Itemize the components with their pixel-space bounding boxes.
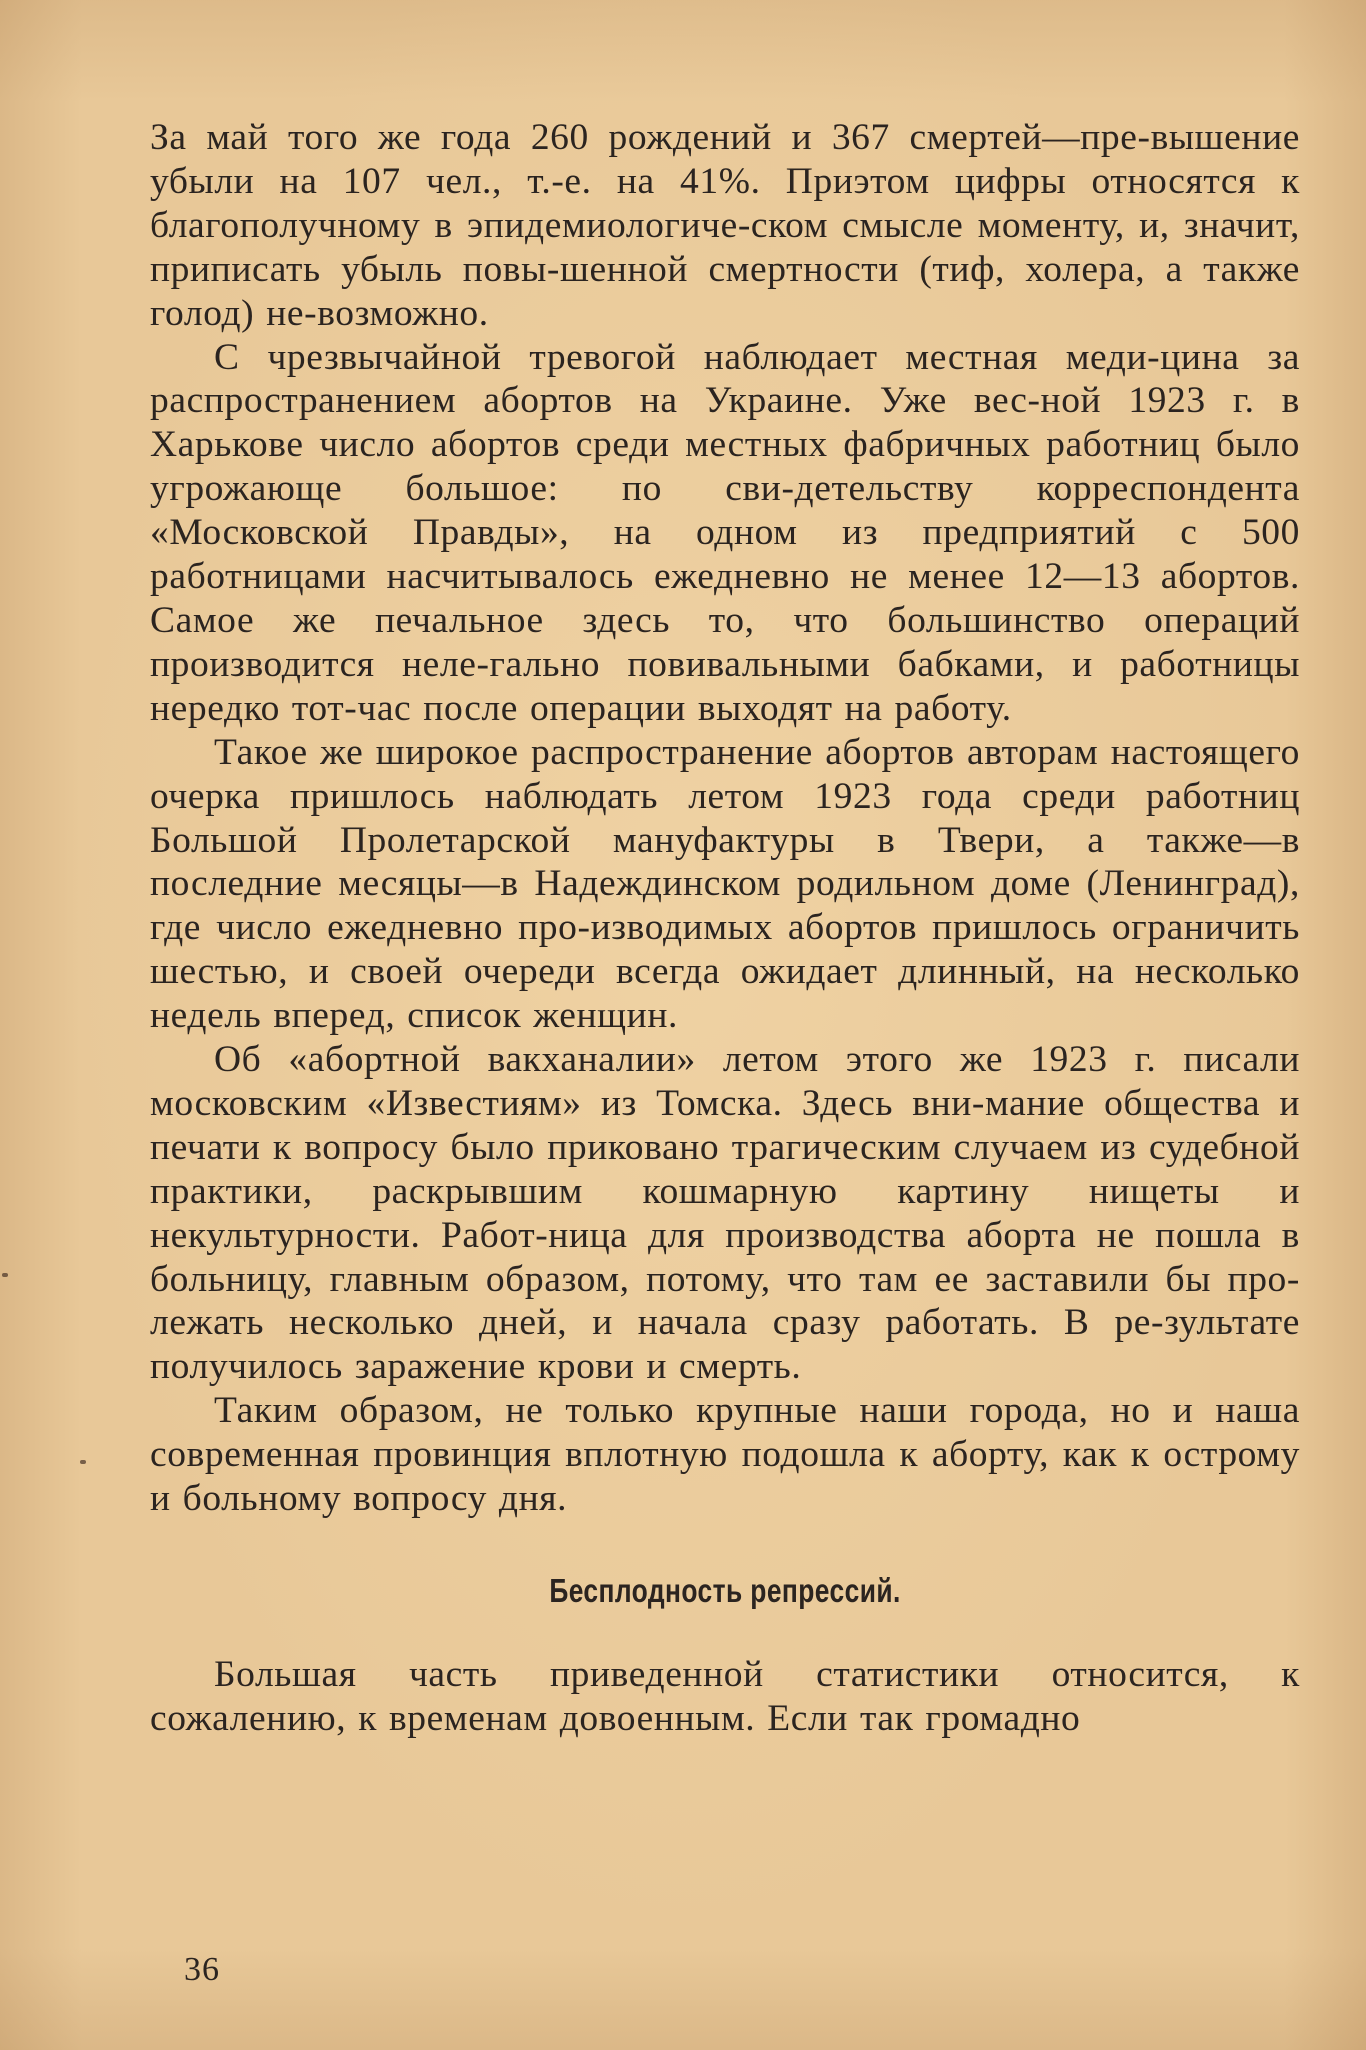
paragraph-5: Таким образом, не только крупные наши города, но и наша современная провинция вплотную подошла к аборту, как к острому и больному вопросу дня. bbox=[150, 1390, 1300, 1520]
page-text bbox=[150, 116, 1300, 1741]
edge-speck bbox=[2, 1273, 8, 1277]
paragraph-1: За май того же года 260 рождений и 367 смертей—пре-вышение убыли на 107 чел., т.-е. на 41%. Приэтом цифры относятся к благополучному в эпидемиологиче-ском смысле моменту, и, значит, приписать убыль повы-шенной смертности (тиф, холера, а также голод) не-возможно. bbox=[150, 117, 1300, 334]
paragraph-6: Большая часть приведенной статистики относится, к сожалению, к временам довоенным. Если так громадно bbox=[150, 1654, 1300, 1739]
paragraph-3: Такое же широкое распространение абортов авторам настоящего очерка пришлось наблюдать летом 1923 года среди работниц Большой Пролетарской мануфактуры в Твери, а также—в последние месяцы—в Надеждинском родильном доме (Ленинград), где число ежедневно про-изводимых абортов пришлось ограничить шестью, и своей очереди всегда ожидает длинный, на несколько недель вперед, список женщин. bbox=[150, 731, 1300, 1037]
paragraph-4: Об «абортной вакханалии» летом этого же 1923 г. писали московским «Известиям» из Томска. Здесь вни-мание общества и печати к вопросу было приковано трагическим случаем из судебной практики, раскрывшим кошмарную картину нищеты и некультурности. Работ-ница для производства аборта не пошла в больницу, главным образом, потому, что там ее заставили бы про-лежать несколько дней, и начала сразу работать. В ре-зультате получилось заражение крови и смерть. bbox=[150, 1039, 1300, 1388]
edge-speck bbox=[80, 1460, 86, 1464]
section-heading: Бесплодность репрессий. bbox=[549, 1572, 901, 1609]
page-number: 36 bbox=[184, 1951, 220, 1988]
paragraph-2: С чрезвычайной тревогой наблюдает местная меди-цина за распространением абортов на Украине. Уже вес-ной 1923 г. в Харькове число абортов среди местных фабричных работниц было угрожающе большое: по сви-детельству корреспондента «Московской Правды», на одном из предприятий с 500 работницами насчитывалось ежедневно не менее 12—13 абортов. Самое же печальное здесь то, что большинство операций производится неле-гально повивальными бабками, и работницы нередко тот-час после операции выходят на работу. bbox=[150, 336, 1300, 729]
